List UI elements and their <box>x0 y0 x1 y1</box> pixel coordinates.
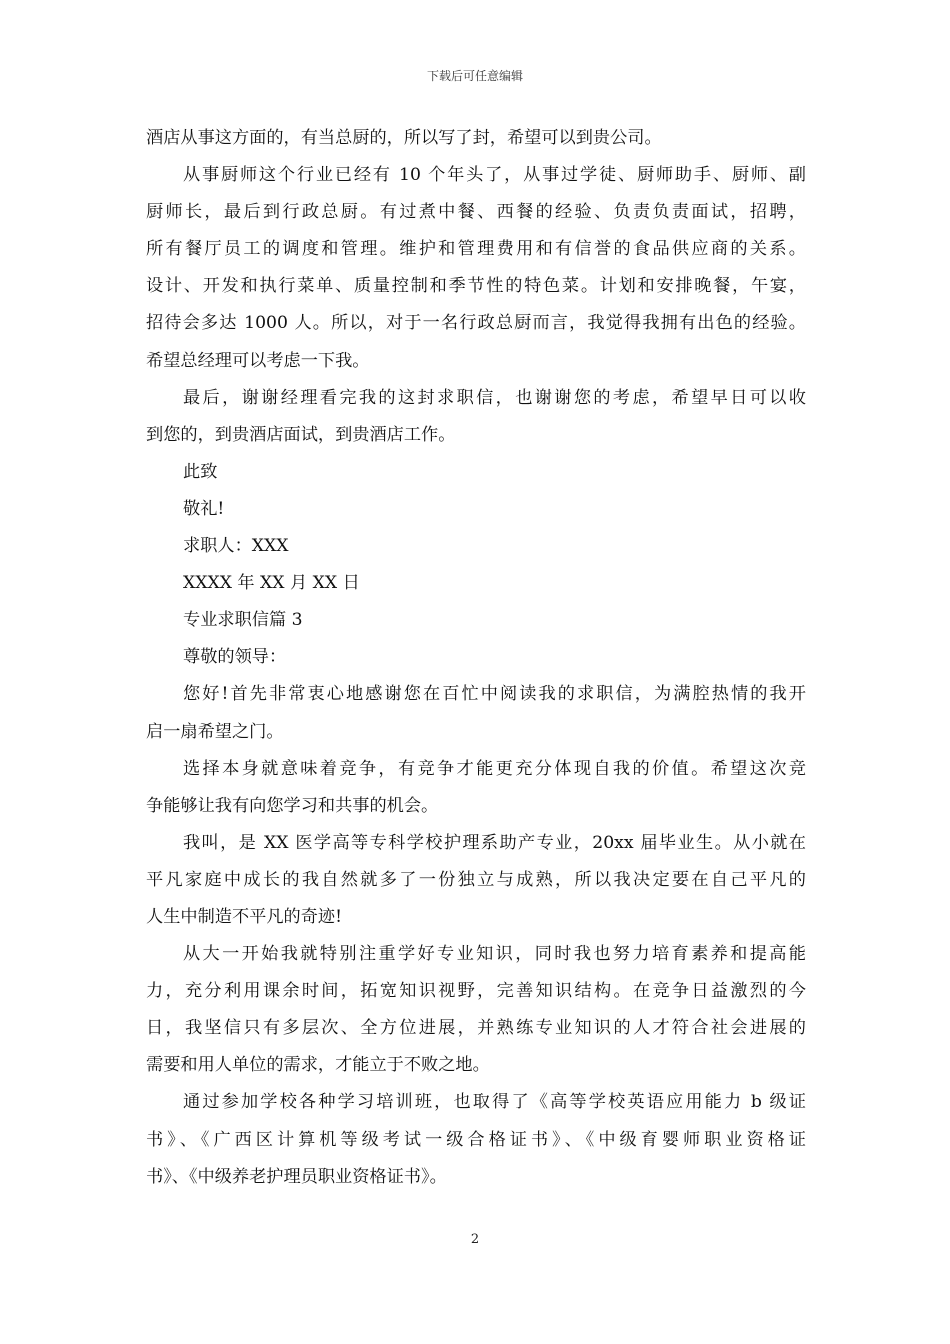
text-line: 我叫，是 XX 医学高等专科学校护理系助产专业，20xx 届毕业生。从小就在 <box>183 832 806 853</box>
page-header: 下载后可任意编辑 <box>426 69 523 83</box>
text-line: 酒店从事这方面的，有当总厨的，所以写了封，希望可以到贵公司。 <box>146 128 662 148</box>
text-line: 设计、开发和执行菜单、质量控制和季节性的特色菜。计划和安排晚餐，午宴， <box>146 276 806 297</box>
text-line: 您好!首先非常衷心地感谢您在百忙中阅读我的求职信，为满腔热情的我开 <box>183 684 806 705</box>
salutation-line: 此致 <box>183 461 218 482</box>
text-line: 希望总经理可以考虑一下我。 <box>146 350 370 371</box>
text-line: 通过参加学校各种学习培训班，也取得了《高等学校英语应用能力 b 级证 <box>183 1092 806 1113</box>
page-number: 2 <box>470 1232 480 1247</box>
text-line: 厨师长，最后到行政总厨。有过煮中餐、西餐的经验、负责负责面试，招聘， <box>146 202 806 223</box>
text-line: 所有餐厅员工的调度和管理。维护和管理费用和有信誉的食品供应商的关系。 <box>146 239 806 260</box>
text-line: 日，我坚信只有多层次、全方位进展，并熟练专业知识的人才符合社会进展的 <box>146 1018 806 1039</box>
section-title: 专业求职信篇 3 <box>183 610 303 631</box>
applicant-line: 求职人：XXX <box>183 536 289 557</box>
greeting-line: 尊敬的领导： <box>183 647 287 668</box>
text-line: 最后，谢谢经理看完我的这封求职信，也谢谢您的考虑，希望早日可以收 <box>183 387 806 408</box>
text-line: 到您的，到贵酒店面试，到贵酒店工作。 <box>146 424 456 445</box>
text-line: 争能够让我有向您学习和共事的机会。 <box>146 795 439 816</box>
salutation-line: 敬礼! <box>183 498 225 519</box>
text-line: 人生中制造不平凡的奇迹! <box>146 906 342 927</box>
text-line: 书》、《广西区计算机等级考试一级合格证书》、《中级育婴师职业资格证 <box>146 1129 806 1150</box>
text-line: 从事厨师这个行业已经有 10 个年头了，从事过学徒、厨师助手、厨师、副 <box>183 165 806 186</box>
text-line: 启一扇希望之门。 <box>146 721 284 742</box>
document-body <box>146 120 806 1196</box>
text-line: 平凡家庭中成长的我自然就多了一份独立与成熟，所以我决定要在自己平凡的 <box>146 869 806 890</box>
text-line: 力，充分利用课余时间，拓宽知识视野，完善知识结构。在竞争日益激烈的今 <box>146 981 806 1002</box>
text-line: 选择本身就意味着竞争，有竞争才能更充分体现自我的价值。希望这次竞 <box>183 758 806 779</box>
text-line: 书》、《中级养老护理员职业资格证书》。 <box>146 1166 447 1187</box>
date-line: XXXX 年 XX 月 XX 日 <box>183 573 360 594</box>
text-line: 需要和用人单位的需求，才能立于不败之地。 <box>146 1055 490 1076</box>
text-line: 从大一开始我就特别注重学好专业知识，同时我也努力培育素养和提高能 <box>183 944 806 965</box>
text-line: 招待会多达 1000 人。所以，对于一名行政总厨而言，我觉得我拥有出色的经验。 <box>146 313 806 334</box>
